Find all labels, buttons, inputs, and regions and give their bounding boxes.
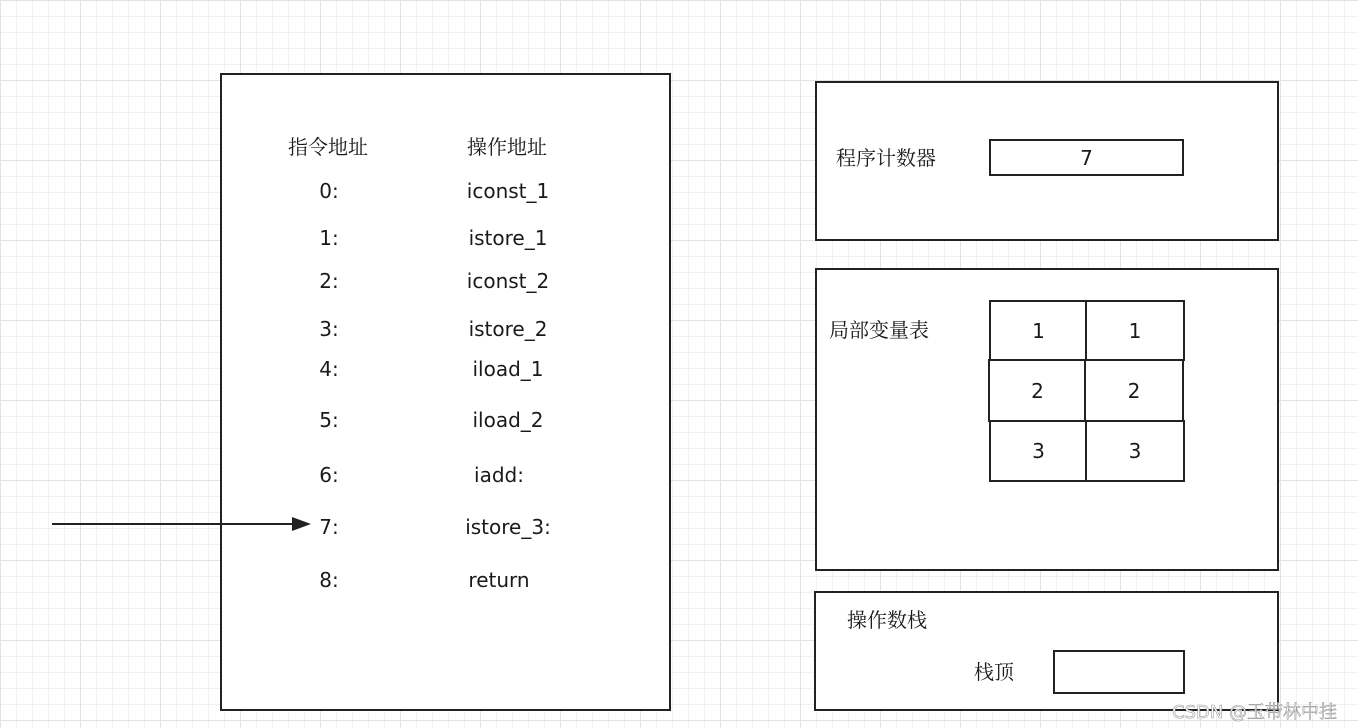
local-variable-cell: 3 xyxy=(989,420,1088,482)
instruction-address: 2: xyxy=(319,269,339,293)
watermark: CSDN @玉带林中挂 xyxy=(1172,702,1338,723)
instruction-address: 5: xyxy=(319,408,339,432)
current-instruction-arrow xyxy=(0,0,330,560)
instruction-op: iload_2 xyxy=(472,408,544,432)
local-variable-cell: 2 xyxy=(1084,359,1184,422)
instruction-address: 8: xyxy=(319,568,339,592)
instruction-address: 3: xyxy=(319,317,339,341)
instruction-op: iload_1 xyxy=(472,357,544,381)
local-variable-table-label: 局部变量表 xyxy=(829,318,929,342)
instruction-address-header: 指令地址 xyxy=(288,135,368,159)
program-counter-value: 7 xyxy=(989,139,1184,176)
instruction-address: 0: xyxy=(319,179,339,203)
instruction-address: 4: xyxy=(319,357,339,381)
instruction-op: iconst_2 xyxy=(466,269,550,293)
instruction-address: 1: xyxy=(319,226,339,250)
local-variable-cell: 1 xyxy=(1085,300,1185,361)
instruction-op: istore_1 xyxy=(468,226,548,250)
stack-top-cell xyxy=(1053,650,1185,694)
instruction-address: 6: xyxy=(319,463,339,487)
instruction-op: return xyxy=(468,568,530,592)
local-variable-cell: 2 xyxy=(988,359,1087,422)
operand-stack-label: 操作数栈 xyxy=(847,608,927,632)
instruction-op: iadd: xyxy=(474,463,524,487)
instruction-op: istore_2 xyxy=(468,317,548,341)
instruction-op: iconst_1 xyxy=(466,179,550,203)
local-variable-cell: 3 xyxy=(1085,420,1185,482)
local-variable-cell: 1 xyxy=(989,300,1088,361)
stack-top-label: 栈顶 xyxy=(974,660,1014,684)
operation-address-header: 操作地址 xyxy=(467,135,547,159)
program-counter-label: 程序计数器 xyxy=(836,146,936,170)
instruction-op: istore_3: xyxy=(465,515,551,539)
instruction-address: 7: xyxy=(319,515,339,539)
